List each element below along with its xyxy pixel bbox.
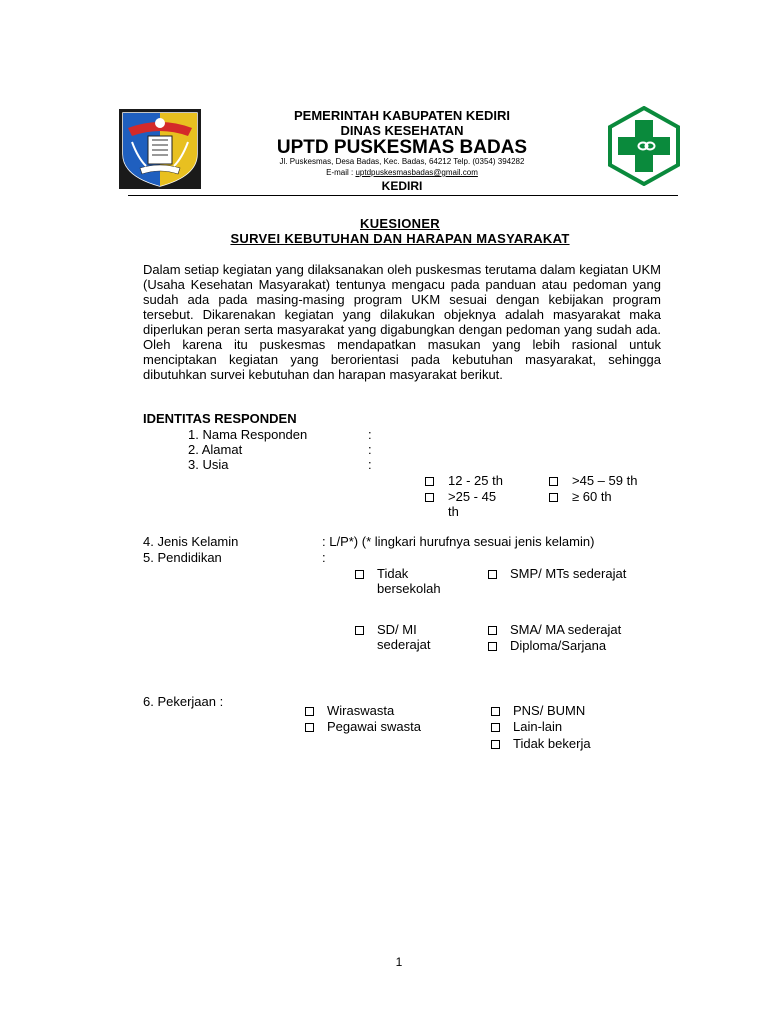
question-name-colon: : (368, 427, 372, 442)
edu-checkbox-sma[interactable] (488, 626, 497, 635)
page-number: 1 (395, 955, 403, 969)
age-option-12-25: 12 - 25 th (448, 473, 503, 488)
job-option-pns: PNS/ BUMN (513, 703, 586, 718)
edu-checkbox-tidak-sekolah[interactable] (355, 570, 364, 579)
edu-option-tidak: Tidak (377, 566, 409, 581)
job-checkbox-lain-lain[interactable] (491, 723, 500, 732)
job-option-wiraswasta: Wiraswasta (327, 703, 395, 718)
job-checkbox-wiraswasta[interactable] (305, 707, 314, 716)
age-checkbox-12-25[interactable] (425, 477, 434, 486)
identity-heading: IDENTITAS RESPONDEN (143, 411, 297, 426)
question-education-colon: : (322, 550, 326, 565)
job-checkbox-pns[interactable] (491, 707, 500, 716)
edu-option-smp: SMP/ MTs sederajat (510, 566, 627, 581)
header-department: DINAS KESEHATAN (340, 123, 464, 138)
question-education-label: 5. Pendidikan (143, 550, 222, 565)
job-option-lain-lain: Lain-lain (513, 719, 563, 734)
question-age-colon: : (368, 457, 372, 472)
question-gender-label: 4. Jenis Kelamin (143, 534, 239, 549)
document-subtitle: SURVEI KEBUTUHAN DAN HARAPAN MASYARAKAT (230, 231, 570, 246)
header-email-line (232, 168, 572, 177)
edu-option-sd-cont: sederajat (377, 637, 431, 652)
header-city: KEDIRI (381, 179, 423, 193)
job-option-tidak-bekerja: Tidak bekerja (513, 736, 591, 751)
header-title: UPTD PUSKESMAS BADAS (276, 137, 528, 158)
age-checkbox-45-59[interactable] (549, 477, 558, 486)
edu-option-sd: SD/ MI (377, 622, 417, 637)
job-checkbox-pegawai-swasta[interactable] (305, 723, 314, 732)
edu-checkbox-sd[interactable] (355, 626, 364, 635)
puskesmas-logo (604, 106, 684, 186)
question-occupation-label: 6. Pekerjaan : (143, 694, 224, 709)
header-email-label: E-mail : (326, 168, 356, 177)
edu-option-sma: SMA/ MA sederajat (510, 622, 622, 637)
document-title: KUESIONER (360, 216, 440, 231)
question-address-colon: : (368, 442, 372, 457)
edu-checkbox-diploma[interactable] (488, 642, 497, 651)
intro-paragraph: Dalam setiap kegiatan yang dilaksanakan oleh puskesmas terutama dalam kegiatan UKM (Usaha Kesehatan Masyarakat) tentunya mengacu pada panduan atau pedoman yang sudah ada pada masing-masing program UKM sesuai dengan kebijakan program tersebut. Dikarenakan kegiatan yang dilakukan objeknya adalah masyarakat maka diperlukan peran serta masyarakat yang digabungkan dengan pedoman yang sudah ada. Oleh karena itu puskesmas mendapatkan masukan yang lebih rasional untuk menciptakan kegiatan yang berorientasi pada kebutuhan masyarakat, sehingga dibutuhkan survei kebutuhan dan harapan masyarakat berikut. (143, 262, 661, 382)
age-option-60-plus: ≥ 60 th (572, 489, 612, 504)
job-option-pegawai-swasta: Pegawai swasta (327, 719, 421, 734)
age-option-45-59: >45 – 59 th (572, 473, 638, 488)
question-address-label: 2. Alamat (188, 442, 243, 457)
kabupaten-kediri-crest-logo (118, 108, 202, 190)
age-option-25-45-cont: th (448, 504, 459, 519)
question-gender-answer: : L/P*) (* lingkari hurufnya sesuai jenis kelamin) (322, 534, 595, 549)
header-government: PEMERINTAH KABUPATEN KEDIRI (294, 108, 510, 123)
job-checkbox-tidak-bekerja[interactable] (491, 740, 500, 749)
edu-option-tidak-cont: bersekolah (377, 581, 441, 596)
edu-option-diploma: Diploma/Sarjana (510, 638, 607, 653)
header-address: Jl. Puskesmas, Desa Badas, Kec. Badas, 64212 Telp. (0354) 394282 (279, 157, 525, 166)
header-divider (128, 195, 678, 196)
question-name-label: 1. Nama Responden (188, 427, 308, 442)
age-checkbox-25-45[interactable] (425, 493, 434, 502)
edu-checkbox-smp[interactable] (488, 570, 497, 579)
age-checkbox-60-plus[interactable] (549, 493, 558, 502)
header-email-link[interactable]: uptdpuskesmasbadas@gmail.com (355, 168, 478, 177)
question-age-label: 3. Usia (188, 457, 229, 472)
age-option-25-45: >25 - 45 (448, 489, 497, 504)
